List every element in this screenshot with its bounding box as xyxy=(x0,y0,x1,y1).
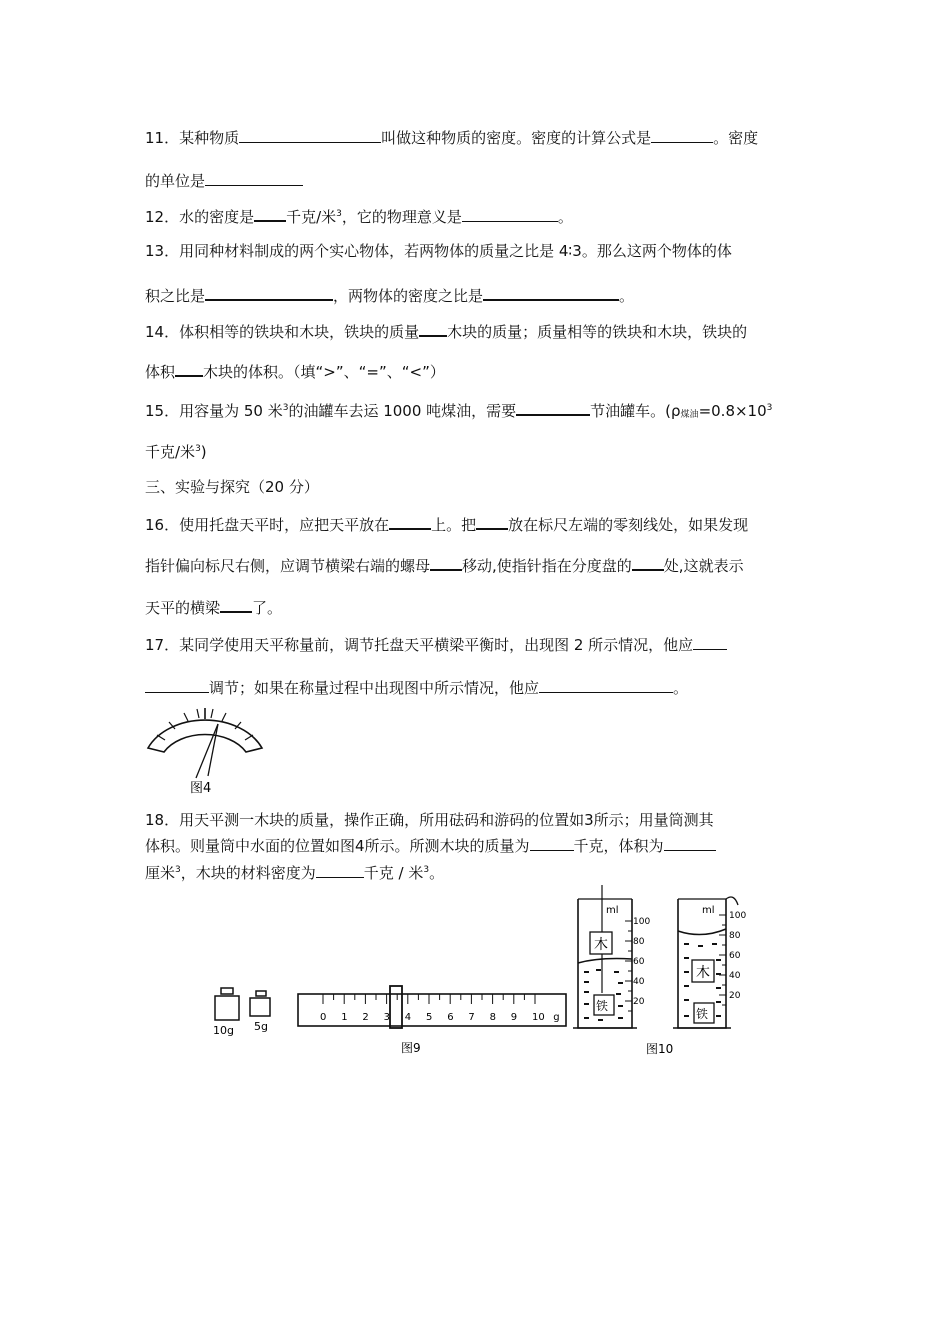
answer-blank[interactable] xyxy=(205,170,303,186)
scale-label: 1 xyxy=(341,1012,348,1023)
answer-blank[interactable] xyxy=(530,835,574,851)
svg-text:100: 100 xyxy=(633,917,651,927)
svg-text:40: 40 xyxy=(729,971,741,981)
svg-text:木: 木 xyxy=(696,965,710,981)
answer-blank[interactable] xyxy=(254,205,286,222)
svg-text:80: 80 xyxy=(633,937,645,947)
scale-label: 10 xyxy=(532,1012,545,1023)
scale-label: 8 xyxy=(489,1012,496,1023)
answer-blank[interactable] xyxy=(205,284,333,301)
answer-blank[interactable] xyxy=(539,677,673,693)
scale-labels xyxy=(320,1012,560,1023)
rider xyxy=(390,986,402,1028)
answer-blank[interactable] xyxy=(664,835,716,851)
answer-blank[interactable] xyxy=(239,127,381,143)
question-14-line1: 14．体积相等的铁块和木块，铁块的质量 木块的质量；质量相等的铁块和木块，铁块的 xyxy=(145,320,747,342)
figure-4-dial xyxy=(140,700,270,800)
question-15-line1: 15．用容量为 50 米$^3$的油罐车去运 1000 吨煤油，需要 节油罐车。($\rho_{煤油}=0.8\times 10^3$ xyxy=(145,398,772,425)
question-11-line2: 的单位是 xyxy=(145,170,303,191)
section-heading: 三、实验与探究（20 分） xyxy=(145,478,319,496)
answer-blank[interactable] xyxy=(693,634,727,650)
scale-label: 0 xyxy=(320,1012,327,1023)
answer-blank[interactable] xyxy=(476,513,508,530)
answer-blank[interactable] xyxy=(220,596,252,613)
water-surface xyxy=(678,929,726,935)
scale-label: 7 xyxy=(468,1012,475,1023)
answer-blank[interactable] xyxy=(175,360,203,377)
question-16-line2: 指针偏向标尺右侧，应调节横梁右端的螺母 移动,使指针指在分度盘的 处,这就表示 xyxy=(145,554,744,576)
svg-text:铁: 铁 xyxy=(696,1007,709,1021)
weight-10g xyxy=(213,988,239,1037)
weight-5g xyxy=(250,991,270,1033)
question-12: 12．水的密度是 千克/米$^3$，它的物理意义是 。 xyxy=(145,204,573,227)
answer-blank[interactable] xyxy=(516,399,590,416)
question-16-line1: 16．使用托盘天平时，应把天平放在 上。把 放在标尺左端的零刻线处，如果发现 xyxy=(145,513,748,535)
svg-text:20: 20 xyxy=(729,991,741,1001)
svg-text:铁: 铁 xyxy=(596,999,609,1013)
svg-text:5g: 5g xyxy=(254,1020,268,1033)
figure-9 xyxy=(205,980,575,1060)
figure-9-caption: 图9 xyxy=(401,1041,421,1055)
water-surface xyxy=(578,959,632,964)
question-18-line1: 18．用天平测一木块的质量，操作正确，所用砝码和游码的位置如3所示；用量筒测其 xyxy=(145,811,714,829)
question-17-line2: 调节；如果在称量过程中出现图中所示情况，他应 。 xyxy=(145,677,688,698)
pointer xyxy=(196,724,218,778)
answer-blank[interactable] xyxy=(651,127,713,143)
scale-ticks xyxy=(323,994,535,1004)
answer-blank[interactable] xyxy=(483,284,619,301)
scale-label: 3 xyxy=(383,1012,390,1023)
scale-label: 2 xyxy=(362,1012,369,1023)
question-15-line2: 千克/米$^3$) xyxy=(145,443,207,461)
svg-text:60: 60 xyxy=(729,951,741,961)
svg-text:60: 60 xyxy=(633,957,645,967)
svg-text:木: 木 xyxy=(594,937,608,953)
svg-text:40: 40 xyxy=(633,977,645,987)
svg-text:100: 100 xyxy=(729,911,747,921)
scale-label: 4 xyxy=(404,1012,412,1023)
svg-text:80: 80 xyxy=(729,931,741,941)
svg-text:10g: 10g xyxy=(213,1024,234,1037)
scale-label: g xyxy=(553,1012,560,1023)
answer-blank[interactable] xyxy=(462,206,558,222)
cylinder-1 xyxy=(573,885,650,1028)
question-13-line2: 积之比是 ，两物体的密度之比是 。 xyxy=(145,284,634,306)
answer-blank[interactable] xyxy=(419,320,447,337)
question-17-line1: 17．某同学使用天平称量前，调节托盘天平横梁平衡时，出现图 2 所示情况，他应 xyxy=(145,634,727,655)
answer-blank[interactable] xyxy=(389,513,431,530)
figure-10-caption: 图10 xyxy=(646,1042,674,1056)
scale-label: 5 xyxy=(426,1012,433,1023)
figure-10 xyxy=(570,885,760,1060)
answer-blank[interactable] xyxy=(316,862,364,878)
figure-4-caption: 图4 xyxy=(190,781,212,796)
question-14-line2: 体积 木块的体积。（填“>”、“=”、“<”） xyxy=(145,360,445,382)
svg-text:ml: ml xyxy=(606,905,619,916)
scale-label: 9 xyxy=(510,1012,518,1023)
cylinder-2 xyxy=(673,897,746,1028)
question-11-line1: 11．某种物质 叫做这种物质的密度。密度的计算公式是 。密度 xyxy=(145,129,759,147)
question-13-line1: 13．用同种材料制成的两个实心物体，若两物体的质量之比是 4∶3。那么这两个物体的体 xyxy=(145,242,732,260)
answer-blank[interactable] xyxy=(632,554,664,571)
answer-blank[interactable] xyxy=(430,554,462,571)
answer-blank[interactable] xyxy=(145,677,209,693)
question-16-line3: 天平的横梁 了。 xyxy=(145,596,282,618)
question-18-line2: 体积。则量筒中水面的位置如图4所示。所测木块的质量为 千克，体积为 xyxy=(145,835,716,856)
question-18-line3: 厘米$^3$，木块的材料密度为 千克 / 米$^3$。 xyxy=(145,864,445,882)
svg-text:20: 20 xyxy=(633,997,645,1007)
scale-label: 6 xyxy=(447,1012,454,1023)
svg-text:ml: ml xyxy=(702,905,715,916)
